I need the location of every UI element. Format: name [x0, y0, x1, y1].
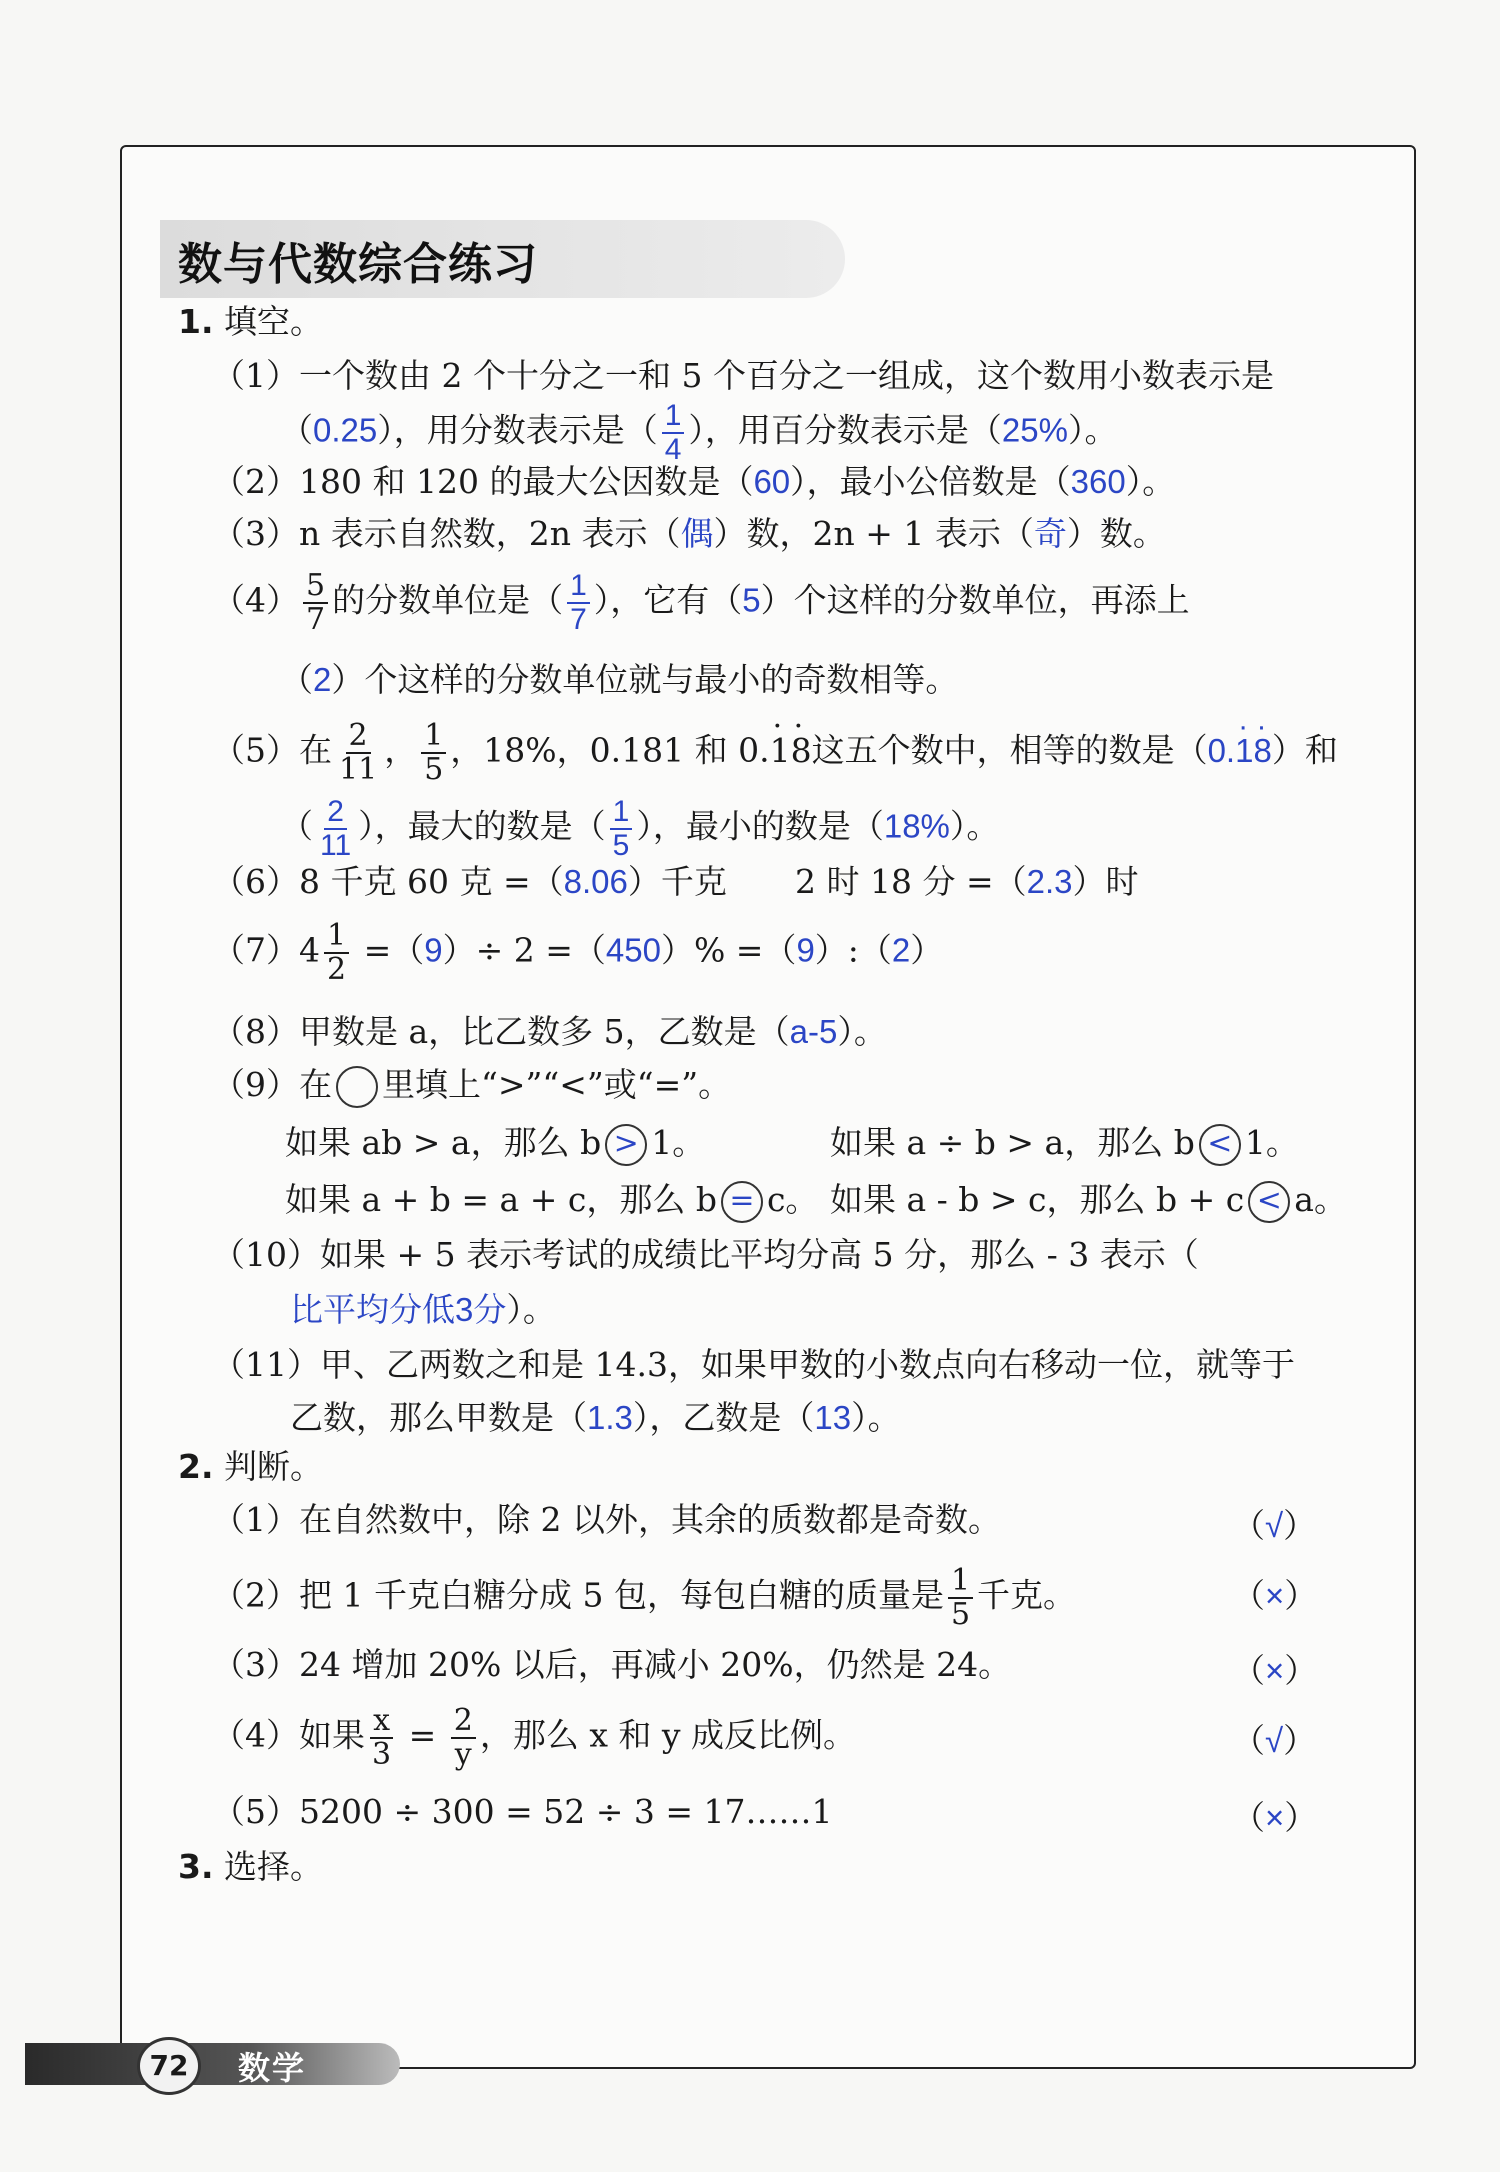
answer-fraction: $\frac{1}{7}$: [567, 570, 590, 635]
section-2-heading: 2. 判断。: [178, 1447, 323, 1486]
fraction: $\frac{1}{2}$: [324, 920, 349, 985]
answer: 2: [891, 931, 911, 969]
empty-circle-icon: [336, 1066, 378, 1108]
q2-1: （1）在自然数中，除 2 以外，其余的质数都是奇数。: [212, 1500, 1001, 1539]
q1-5-line2: （ $\frac{2}{11}$ ），最大的数是（ $\frac{1}{5}$ ），最小的数是（18%）。: [280, 795, 1000, 862]
answer-circle: <: [1248, 1181, 1290, 1223]
answer: 0.25: [313, 411, 378, 449]
answer: 0.· 1· 8: [1208, 732, 1272, 769]
answer: 奇: [1033, 515, 1067, 552]
q1-4-line1: （4） $\frac{5}{7}$ 的分数单位是（ $\frac{1}{7}$ ），它有（5）个这样的分数单位，再添上: [212, 568, 1190, 637]
q1-6: （6）8 千克 60 克 =（8.06）千克: [212, 862, 727, 901]
judge-mark: （×）: [1232, 1798, 1318, 1837]
answer: 比平均分低3分: [290, 1291, 507, 1328]
answer: 偶: [680, 515, 714, 552]
answer: 450: [605, 931, 661, 969]
answer: 360: [1070, 463, 1126, 500]
fraction: $\frac{2}{y}$: [451, 1705, 476, 1770]
q2-3: （3）24 增加 20% 以后，再减小 20%，仍然是 24。: [212, 1645, 1012, 1684]
answer-circle: >: [605, 1124, 647, 1166]
q2-4: （4）如果 $\frac{x}{3}$ = $\frac{2}{y}$ ，那么 x 和 y 成反比例。: [212, 1703, 857, 1772]
q1-10-line1: （10）如果 + 5 表示考试的成绩比平均分高 5 分，那么 - 3 表示（: [212, 1235, 1199, 1274]
answer: 13: [814, 1399, 852, 1436]
q1-10-line2: 比平均分低3分）。: [290, 1290, 556, 1329]
answer: 25%: [1001, 411, 1068, 449]
answer: 1.3: [587, 1399, 633, 1436]
subject-label: 数学: [238, 2049, 307, 2087]
page-number: 72: [137, 2037, 201, 2095]
q1-4-line2: （2）个这样的分数单位就与最小的奇数相等。: [280, 660, 959, 699]
q1-9-row1: 如果 ab > a，那么 b > 1。: [285, 1123, 705, 1166]
fraction: $\frac{5}{7}$: [303, 570, 328, 635]
answer: 18%: [883, 807, 950, 845]
answer-fraction: $\frac{2}{11}$: [320, 795, 352, 862]
answer: 9: [796, 931, 815, 969]
q1-9-row3: 如果 a + b = a + c，那么 b = c。: [285, 1180, 818, 1223]
fraction: $\frac{1}{5}$: [948, 1565, 973, 1630]
answer: 2: [313, 661, 332, 698]
fraction: $\frac{1}{5}$: [421, 720, 446, 785]
q1-9-instruction: （9）在 里填上“>”“<”或“=”。: [212, 1065, 731, 1108]
q1-6-part2: 2 时 18 分 =（2.3）时: [795, 862, 1139, 901]
answer-fraction: $\frac{1}{4}$: [662, 400, 685, 465]
q2-5: （5）5200 ÷ 300 = 52 ÷ 3 = 17……1: [212, 1792, 833, 1831]
page-title: 数与代数综合练习: [178, 239, 538, 290]
judge-mark: （×）: [1232, 1651, 1318, 1690]
q1-11-line2: 乙数，那么甲数是（1.3），乙数是（13）。: [290, 1398, 901, 1437]
fraction: $\frac{2}{11}$: [339, 718, 378, 787]
q1-9-row4: 如果 a - b > c，那么 b + c < a。: [830, 1180, 1347, 1223]
answer: a-5: [789, 1013, 838, 1050]
q1-11-line1: （11）甲、乙两数之和是 14.3，如果甲数的小数点向右移动一位，就等于: [212, 1345, 1295, 1384]
q1-7: （7）4 $\frac{1}{2}$ =（9）÷ 2 =（450）% =（9）:（2）: [212, 918, 944, 987]
section-1-heading: 1. 填空。: [178, 302, 323, 341]
q1-9-row2: 如果 a ÷ b > a，那么 b < 1。: [830, 1123, 1299, 1166]
q1-5-line1: （5）在 $\frac{2}{11}$ ， $\frac{1}{5}$ ，18%，0.181 和 0.· 1· 8这五个数中，相等的数是（0.· 1· 8）和: [212, 720, 1338, 785]
fraction: $\frac{x}{3}$: [372, 1703, 392, 1772]
judge-mark: （√）: [1232, 1506, 1317, 1545]
q1-1-line1: （1）一个数由 2 个十分之一和 5 个百分之一组成，这个数用小数表示是: [212, 356, 1274, 395]
answer: 5: [742, 581, 761, 619]
judge-mark: （√）: [1232, 1721, 1317, 1760]
footer-bar: [25, 2043, 400, 2085]
answer: 9: [424, 931, 443, 969]
answer: 60: [753, 463, 791, 500]
answer: 8.06: [563, 863, 628, 900]
judge-mark: （×）: [1232, 1576, 1318, 1615]
q1-8: （8）甲数是 a，比乙数多 5，乙数是（a-5）。: [212, 1012, 887, 1051]
answer-circle: =: [721, 1181, 763, 1223]
q1-3: （3）n 表示自然数，2n 表示（偶）数，2n + 1 表示（奇）数。: [212, 514, 1166, 553]
q1-2: （2）180 和 120 的最大公因数是（60），最小公倍数是（360）。: [212, 462, 1176, 501]
answer-circle: <: [1199, 1124, 1241, 1166]
q1-1-line2: （0.25），用分数表示是（ $\frac{1}{4}$ ），用百分数表示是（25%）。: [280, 399, 1118, 466]
answer-fraction: $\frac{1}{5}$: [610, 796, 633, 861]
q2-2: （2）把 1 千克白糖分成 5 包，每包白糖的质量是 $\frac{1}{5}$ 千克。: [212, 1563, 1077, 1632]
answer: 2.3: [1026, 863, 1073, 900]
section-3-heading: 3. 选择。: [178, 1847, 323, 1886]
